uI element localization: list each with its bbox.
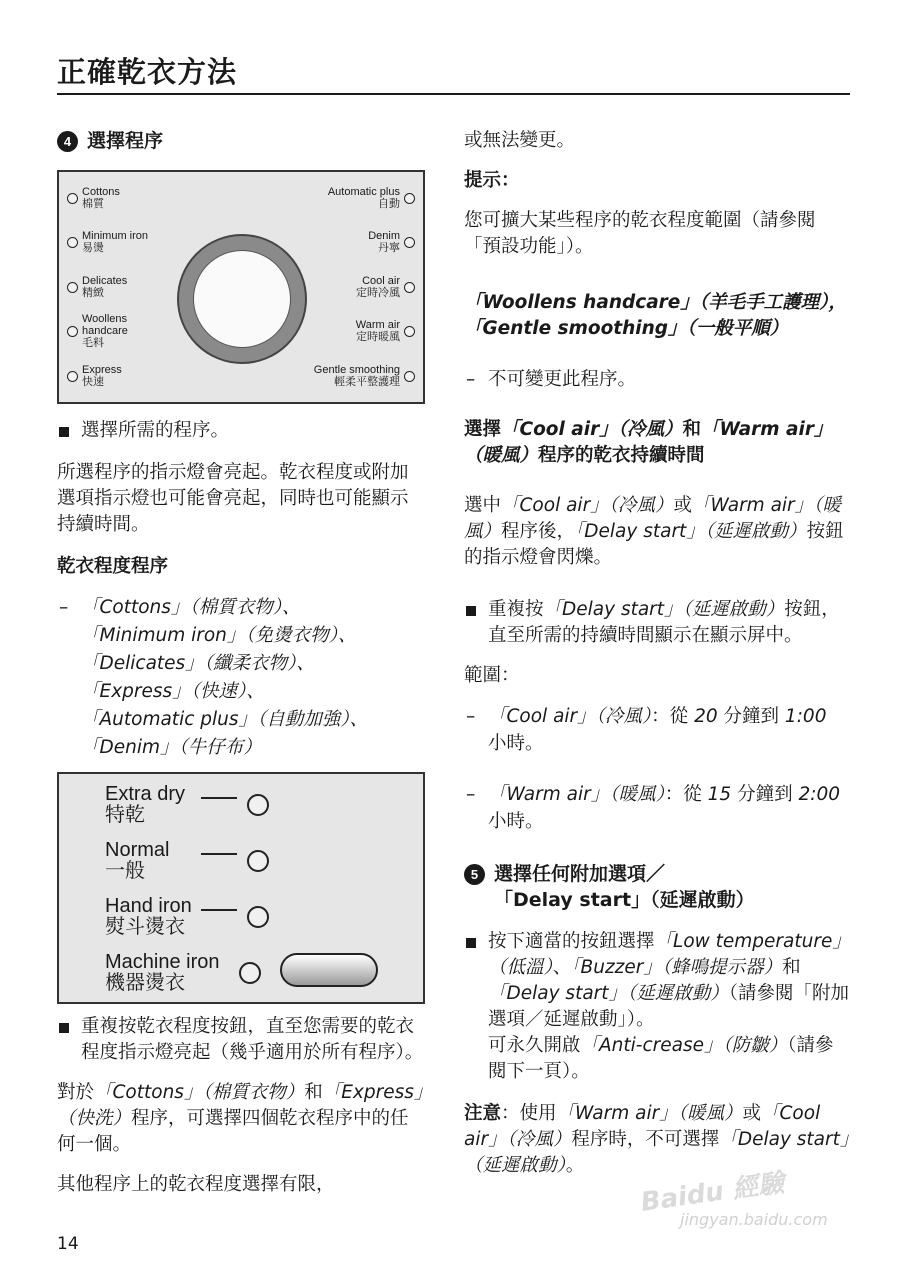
list-item: 「Denim」（牛仔布） (81, 737, 262, 758)
indicator-lamp-icon (404, 371, 415, 382)
list-item: 「Automatic plus」（自動加強）、 (81, 709, 369, 730)
program-minimum-iron: Minimum iron 易燙 (67, 230, 148, 254)
indicator-lamp-icon (67, 193, 78, 204)
bullet-options: 按下適當的按鈕選擇「Low temperature」（低溫）、「Buzzer」（蜂鳴提示器）和「Delay start」（延遲啟動）（請參閱「附加選項／延遲啟動」）。 可永久開啟「Anti-crease」（防皺）（請參閱下一頁）。 (464, 929, 850, 1085)
left-column (57, 128, 425, 1198)
dryness-button (280, 953, 378, 987)
dryness-normal: Normal 一般 (105, 840, 269, 882)
woollens-heading: 「Woollens handcare」（羊毛手工護理），「Gentle smoothing」（一般平順） (464, 292, 847, 339)
square-bullet-icon (466, 938, 476, 948)
indicator-lamp-icon (247, 906, 269, 928)
indicator-lamp-icon (404, 193, 415, 204)
list-item: 「Cottons」（棉質衣物）、 (81, 597, 301, 618)
step-4-heading (57, 128, 425, 154)
indicator-lamp-icon (247, 794, 269, 816)
square-bullet-icon (59, 1023, 69, 1033)
leader-line (201, 909, 237, 911)
dryness-program-list (57, 594, 425, 762)
para-delay-indicator: 選中「Cool air」（冷風）或「Warm air」（暖風）程序後，「Delay start」（延遲啟動）按鈕的指示燈會閃爍。 (464, 495, 844, 568)
step-4-title: 選擇程序 (87, 130, 164, 152)
indicator-lamp-icon (404, 326, 415, 337)
program-dial-knob (193, 250, 291, 348)
range-warm-air: – 「Warm air」（暖風）：從 15 分鐘到 2:00 小時。 (464, 781, 850, 835)
page-number: 14 (57, 1234, 79, 1254)
right-column (464, 128, 850, 1179)
indicator-lamp-icon (404, 237, 415, 248)
tip-text: 您可擴大某些程序的乾衣程度範圍（請參閱「預設功能」）。 (464, 210, 816, 257)
dash-icon: – (466, 784, 476, 805)
watermark-logo: Baidu 經驗 (638, 1168, 787, 1218)
para-other-programs: 其他程序上的乾衣程度選擇有限， (57, 1174, 335, 1195)
indicator-lamp-icon (67, 326, 78, 337)
program-warm-air: Warm air 定時暖風 (356, 319, 415, 343)
square-bullet-icon (59, 427, 69, 437)
tip-label: 提示： (464, 170, 520, 191)
program-dial-icon (177, 234, 307, 364)
program-gentle-smoothing: Gentle smoothing 輕柔平整護理 (314, 364, 415, 388)
indicator-lamp-icon (239, 962, 261, 984)
leader-line (201, 797, 237, 799)
indicator-lamp-icon (67, 282, 78, 293)
program-delicates: Delicates 精緻 (67, 275, 127, 299)
step-number-badge: 4 (57, 131, 78, 152)
cool-warm-heading: 選擇「Cool air」（冷風）和「Warm air」（暖風）程序的乾衣持續時間 (464, 419, 833, 466)
list-item: 「Express」（快速）、 (81, 681, 265, 702)
list-item: 「Delicates」（纖柔衣物）、 (81, 653, 315, 674)
woollens-note: – 不可變更此程序。 (464, 366, 850, 393)
dash-icon: – (466, 369, 476, 390)
program-automatic-plus: Automatic plus 自動 (328, 186, 415, 210)
step-5-heading: 5 選擇任何附加選項／ 「Delay start」（延遲啟動） (464, 861, 850, 913)
para-continued: 或無法變更。 (464, 130, 576, 151)
indicator-lamp-icon (404, 282, 415, 293)
bullet-repeat-dryness: 重複按乾衣程度按鈕，直至您需要的乾衣程度指示燈亮起（幾乎適用於所有程序）。 (57, 1014, 425, 1066)
square-bullet-icon (466, 606, 476, 616)
dash-icon: – (59, 597, 69, 618)
para-cottons-express: 對於「Cottons」（棉質衣物）和「Express」（快洗）程序，可選擇四個乾衣程序中的任何一個。 (57, 1082, 424, 1155)
range-cool-air: – 「Cool air」（冷風）：從 20 分鐘到 1:00 小時。 (464, 703, 850, 757)
list-item: 「Minimum iron」（免燙衣物）、 (81, 625, 357, 646)
dryness-extra-dry: Extra dry 特乾 (105, 784, 269, 826)
indicator-lamp-icon (67, 371, 78, 382)
dryness-heading: 乾衣程度程序 (57, 556, 169, 577)
program-selector-panel (57, 170, 425, 404)
dryness-selector-panel (57, 772, 425, 1004)
dryness-hand-iron: Hand iron 熨斗燙衣 (105, 896, 269, 938)
range-label: 範圍： (464, 665, 520, 686)
leader-line (201, 853, 237, 855)
dash-icon: – (466, 706, 476, 727)
program-denim: Denim 丹寧 (368, 230, 415, 254)
para-indicator: 所選程序的指示燈會亮起。乾衣程度或附加選項指示燈也可能會亮起，同時也可能顯示持續時間。 (57, 462, 409, 535)
program-cool-air: Cool air 定時冷風 (356, 275, 415, 299)
indicator-lamp-icon (67, 237, 78, 248)
program-cottons: Cottons 棉質 (67, 186, 120, 210)
step-number-badge: 5 (464, 864, 485, 885)
bullet-delay-start: 重複按「Delay start」（延遲啟動）按鈕，直至所需的持續時間顯示在顯示屏中。 (464, 597, 850, 649)
page-title: 正確乾衣方法 (57, 55, 238, 89)
watermark-url: jingyan.baidu.com (680, 1210, 828, 1229)
dryness-machine-iron: Machine iron 機器燙衣 (105, 952, 261, 994)
bullet-select-program: 選擇所需的程序。 (57, 418, 425, 444)
note-paragraph: 注意：使用「Warm air」（暖風）或「Cool air」（冷風）程序時，不可選擇「Delay start」（延遲啟動）。 (464, 1103, 850, 1176)
program-woollens: Woollens handcare 毛料 (67, 313, 128, 349)
title-rule (57, 93, 850, 95)
indicator-lamp-icon (247, 850, 269, 872)
program-express: Express 快速 (67, 364, 122, 388)
